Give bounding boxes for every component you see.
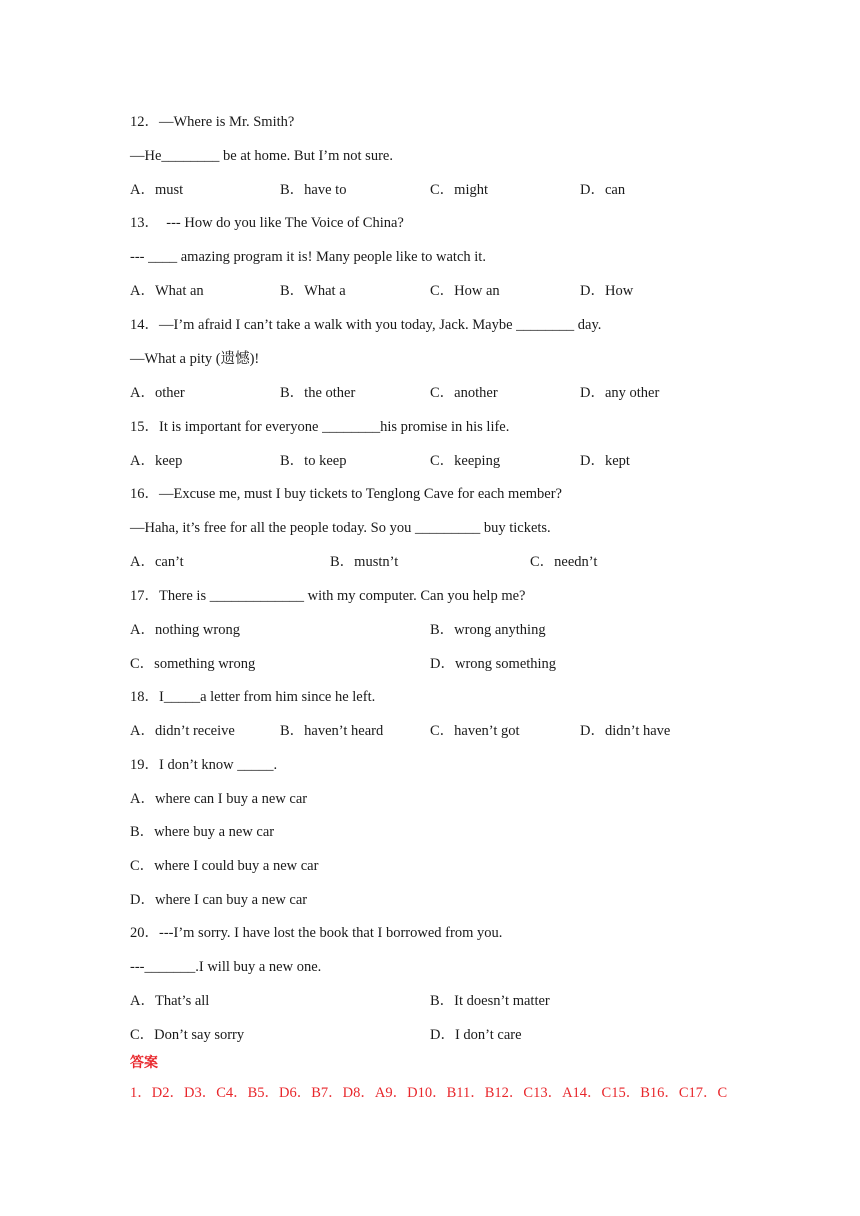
q13-stem-line1: 13． --- How do you like The Voice of China?	[130, 215, 404, 231]
q12-stem-line2: —He________ be at home. But I’m not sure.	[130, 148, 393, 164]
q15-option-a: A．keep	[130, 453, 183, 469]
q20-option-d: D．I don’t care	[430, 1027, 522, 1043]
q14-stem-line2: —What a pity (遗憾)!	[130, 351, 260, 367]
q12-option-d: D．can	[580, 182, 626, 198]
q19-option-c: C．where I could buy a new car	[130, 858, 319, 874]
q14-option-a: A．other	[130, 385, 185, 401]
q20-stem-line2: ---_______.I will buy a new one.	[130, 959, 322, 975]
q12-option-a: A．must	[130, 182, 184, 198]
q13-stem-line2: --- ____ amazing program it is! Many people like to watch it.	[130, 249, 486, 265]
q20-option-a: A．That’s all	[130, 993, 210, 1009]
q17-option-d: D．wrong something	[430, 656, 557, 672]
q14-option-d: D．any other	[580, 385, 660, 401]
q20-option-c: C．Don’t say sorry	[130, 1027, 245, 1043]
q13-option-d: D．How	[580, 283, 634, 299]
q18-option-c: C．haven’t got	[430, 723, 520, 739]
q19-option-d: D．where I can buy a new car	[130, 892, 308, 908]
q17-stem-line1: 17．There is _____________ with my computer. Can you help me?	[130, 588, 526, 604]
q16-option-b: B．mustn’t	[330, 554, 399, 570]
q12-option-b: B．have to	[280, 182, 347, 198]
q12-stem-line1: 12．—Where is Mr. Smith?	[130, 114, 295, 130]
q18-option-a: A．didn’t receive	[130, 723, 235, 739]
q15-option-c: C．keeping	[430, 453, 501, 469]
q15-option-d: D．kept	[580, 453, 630, 469]
q16-option-a: A．can’t	[130, 554, 184, 570]
q19-option-a: A．where can I buy a new car	[130, 791, 308, 807]
q15-option-b: B．to keep	[280, 453, 347, 469]
q18-stem-line1: 18．I_____a letter from him since he left.	[130, 689, 376, 705]
q12-option-c: C．might	[430, 182, 489, 198]
q15-stem-line1: 15．It is important for everyone ________his promise in his life.	[130, 419, 510, 435]
q13-option-c: C．How an	[430, 283, 500, 299]
answers-title: 答案	[130, 1055, 158, 1071]
q19-option-b: B．where buy a new car	[130, 824, 275, 840]
q16-stem-line1: 16．—Excuse me, must I buy tickets to Tenglong Cave for each member?	[130, 486, 562, 502]
q19-stem-line1: 19．I don’t know _____.	[130, 757, 278, 773]
q13-option-b: B．What a	[280, 283, 346, 299]
q14-stem-line1: 14．—I’m afraid I can’t take a walk with you today, Jack. Maybe ________ day.	[130, 317, 602, 333]
q17-option-a: A．nothing wrong	[130, 622, 240, 638]
q20-stem-line1: 20．---I’m sorry. I have lost the book that I borrowed from you.	[130, 925, 503, 941]
q16-stem-line2: —Haha, it’s free for all the people today. So you _________ buy tickets.	[130, 520, 551, 536]
q18-option-b: B．haven’t heard	[280, 723, 384, 739]
q16-option-c: C．needn’t	[530, 554, 598, 570]
q17-option-c: C．something wrong	[130, 656, 256, 672]
q20-option-b: B．It doesn’t matter	[430, 993, 550, 1009]
q18-option-d: D．didn’t have	[580, 723, 671, 739]
q14-option-b: B．the other	[280, 385, 356, 401]
q13-option-a: A．What an	[130, 283, 204, 299]
answers-text: 1．D2．D3．C4．B5．D6．B7．D8．A9．D10．B11．B12．C13．A14．C15．B16．C17．C	[130, 1085, 728, 1101]
q14-option-c: C．another	[430, 385, 498, 401]
q17-option-b: B．wrong anything	[430, 622, 546, 638]
